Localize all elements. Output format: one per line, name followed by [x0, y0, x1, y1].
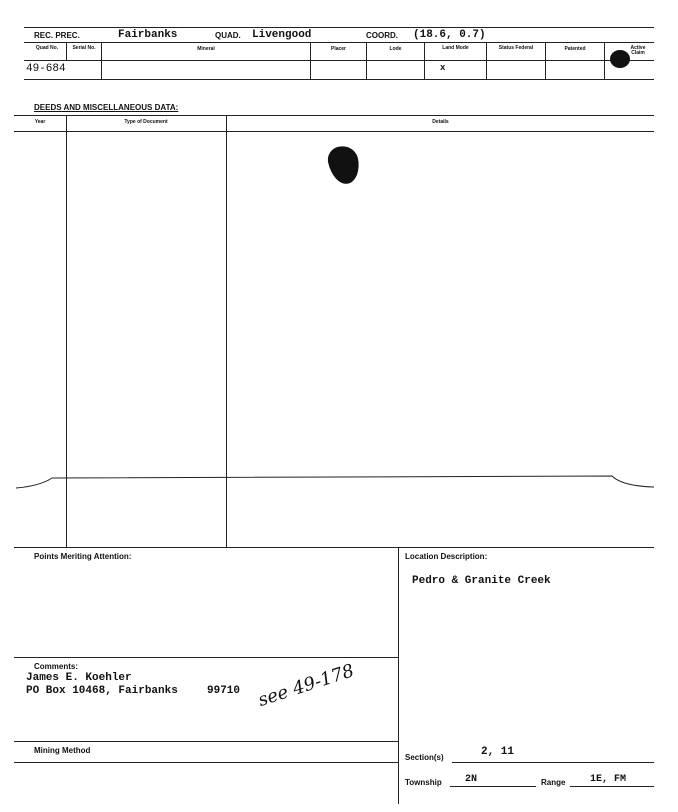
claim-table-bottom — [24, 79, 654, 80]
col-mineral: Mineral — [197, 46, 215, 52]
col-quad-no: Quad No. — [35, 45, 59, 51]
col-year: Year — [34, 119, 46, 125]
quad-value: Livengood — [252, 29, 312, 41]
col-land-mode: Land Mode — [442, 45, 469, 51]
sections-label: Section(s) — [405, 753, 444, 762]
deeds-top-rule — [14, 115, 654, 116]
col-placer: Placer — [330, 46, 346, 52]
col-lode: Lode — [389, 46, 402, 52]
column-header-rule — [24, 60, 654, 61]
punch-hole-mark — [610, 50, 630, 68]
quad-label: QUAD. — [215, 31, 241, 40]
mining-method-top-rule — [14, 741, 398, 742]
coord-label: COORD. — [366, 31, 398, 40]
location-description-label: Location Description: — [405, 552, 488, 561]
sections-value: 2, 11 — [481, 746, 515, 758]
rec-prec-label: REC. PREC. — [34, 31, 80, 40]
township-value: 2N — [465, 774, 478, 785]
page-fold-line — [0, 470, 678, 496]
quad-no-value: 49-684 — [26, 63, 66, 75]
col-patented: Patented — [564, 46, 586, 52]
col-active-claim: Active Claim — [630, 45, 646, 56]
col-serial-no: Serial No. — [72, 45, 96, 51]
col-status-federal: Status Federal — [498, 45, 534, 51]
col-details: Details — [432, 119, 449, 125]
deeds-section-title: DEEDS AND MISCELLANEOUS DATA: — [34, 103, 179, 112]
ink-blot-mark — [325, 143, 362, 186]
deeds-bottom-rule — [14, 547, 654, 548]
top-border — [24, 27, 654, 28]
col-div-8 — [604, 43, 605, 80]
range-underline — [570, 786, 654, 787]
handwritten-see-note: see 49-178 — [255, 660, 357, 711]
comments-label: Comments: — [34, 662, 79, 671]
deeds-header-rule — [14, 131, 654, 132]
location-description-value: Pedro & Granite Creek — [412, 575, 551, 587]
lower-center-divider — [398, 548, 399, 804]
mining-method-label: Mining Method — [34, 746, 91, 755]
township-underline — [450, 786, 536, 787]
col-type-of-document: Type of Document — [124, 119, 168, 125]
comments-line-2: PO Box 10468, Fairbanks — [26, 685, 178, 697]
coord-value: (18.6, 0.7) — [413, 29, 486, 41]
header-rule — [24, 42, 654, 43]
township-label: Township — [405, 778, 442, 787]
sections-underline — [452, 762, 654, 763]
comments-zip: 99710 — [207, 685, 241, 697]
points-meriting-label: Points Meriting Attention: — [34, 552, 132, 561]
rec-prec-value: Fairbanks — [118, 29, 178, 41]
mining-method-rule — [14, 762, 398, 763]
comments-top-rule — [14, 657, 398, 658]
range-value: 1E, FM — [590, 774, 627, 785]
range-label: Range — [541, 778, 566, 787]
comments-line-1: James E. Koehler — [26, 672, 132, 684]
land-mode-mark: x — [440, 63, 446, 73]
